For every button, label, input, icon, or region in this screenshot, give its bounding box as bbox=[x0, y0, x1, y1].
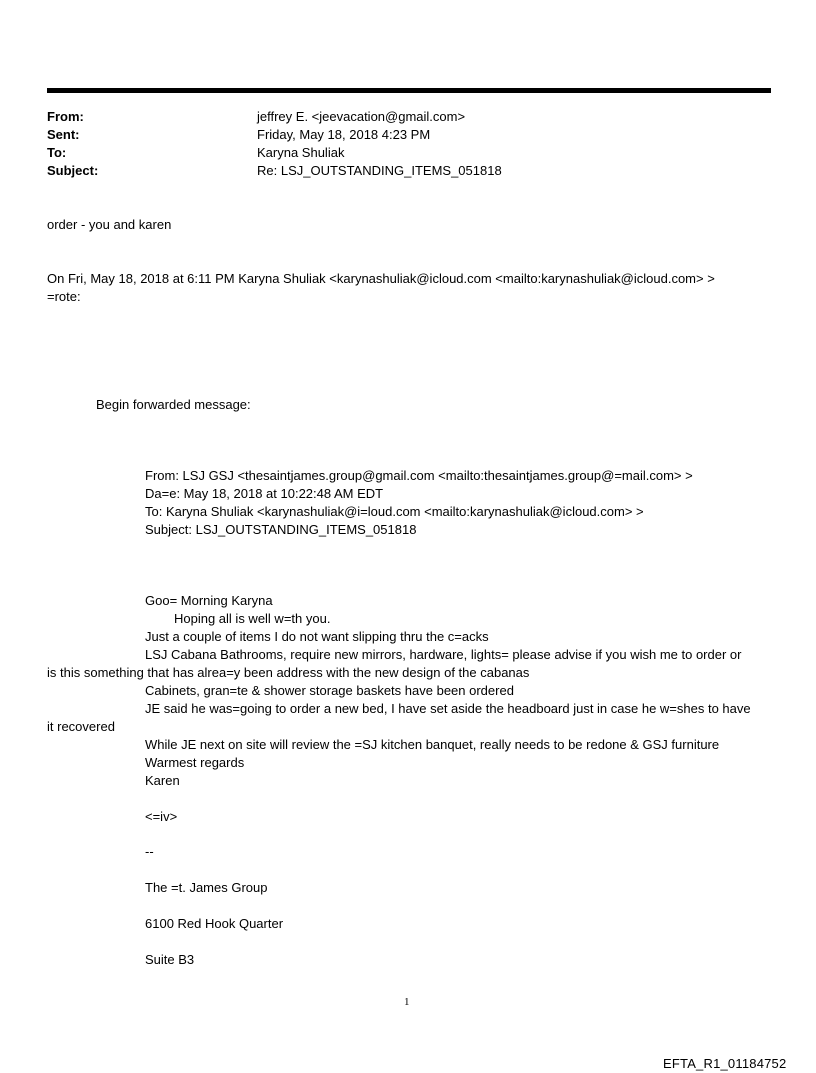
document-id: EFTA_R1_01184752 bbox=[663, 1056, 787, 1071]
quote-line-1: On Fri, May 18, 2018 at 6:11 PM Karyna Shuliak <karynashuliak@icloud.com <mailto:karynashuliak@icloud.com> > bbox=[47, 271, 715, 286]
address-line-2: Suite B3 bbox=[145, 952, 195, 967]
address-line-1: 6100 Red Hook Quarter bbox=[145, 916, 284, 931]
fwd-subject: Subject: LSJ_OUTSTANDING_ITEMS_051818 bbox=[145, 522, 417, 537]
forward-intro: Begin forwarded message: bbox=[96, 397, 251, 412]
fwd-to: To: Karyna Shuliak <karynashuliak@i=loud.com <mailto:karynashuliak@icloud.com> > bbox=[145, 504, 644, 519]
signature-dashes: -- bbox=[145, 844, 154, 859]
from-label: From: bbox=[47, 109, 84, 124]
regards-line: Warmest regards bbox=[145, 755, 245, 770]
sent-value: Friday, May 18, 2018 4:23 PM bbox=[257, 127, 431, 142]
greeting: Goo= Morning Karyna bbox=[145, 593, 273, 608]
signature-line: Karen bbox=[145, 773, 180, 788]
fwd-from: From: LSJ GSJ <thesaintjames.group@gmail.com <mailto:thesaintjames.group@=mail.com> > bbox=[145, 468, 693, 483]
cabinets-line: Cabinets, gran=te & shower storage baskets have been ordered bbox=[145, 683, 514, 698]
subject-label: Subject: bbox=[47, 163, 99, 178]
to-value: Karyna Shuliak bbox=[257, 145, 345, 160]
from-value: jeffrey E. <jeevacation@gmail.com> bbox=[257, 109, 466, 124]
cabana-line-2: is this something that has alrea=y been address with the new design of the cabanas bbox=[47, 665, 530, 680]
couple-line: Just a couple of items I do not want slipping thru the c=acks bbox=[145, 629, 489, 644]
subject-value: Re: LSJ_OUTSTANDING_ITEMS_051818 bbox=[257, 163, 502, 178]
fwd-date: Da=e: May 18, 2018 at 10:22:48 AM EDT bbox=[145, 486, 384, 501]
company-name: The =t. James Group bbox=[145, 880, 268, 895]
cabana-line-1: LSJ Cabana Bathrooms, require new mirrors, hardware, lights= please advise if you wish me to order or bbox=[145, 647, 742, 662]
bed-line-1: JE said he was=going to order a new bed, I have set aside the headboard just in case he w=shes to have bbox=[145, 701, 751, 716]
kitchen-line: While JE next on site will review the =SJ kitchen banquet, really needs to be redone & GSJ furniture bbox=[145, 737, 720, 752]
page-number: 1 bbox=[404, 996, 410, 1008]
to-label: To: bbox=[47, 145, 67, 160]
hoping-line: Hoping all is well w=th you. bbox=[174, 611, 331, 626]
header-rule bbox=[47, 88, 771, 93]
sent-label: Sent: bbox=[47, 127, 80, 142]
reply-text: order - you and karen bbox=[47, 217, 172, 232]
bed-line-2: it recovered bbox=[47, 719, 115, 734]
quote-line-2: =rote: bbox=[47, 289, 81, 304]
div-tag-line: <=iv> bbox=[145, 809, 178, 824]
